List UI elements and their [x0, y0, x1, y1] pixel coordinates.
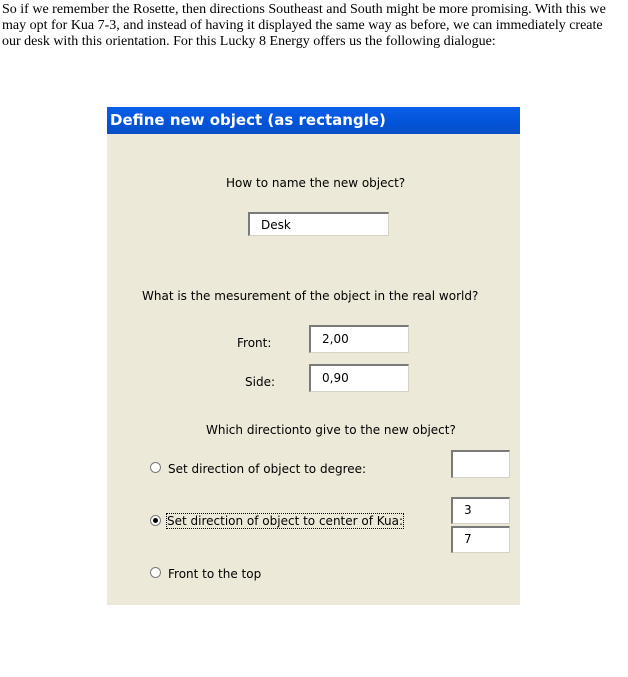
radio-degree[interactable]: [150, 462, 161, 473]
name-question: How to name the new object?: [226, 176, 406, 190]
radio-kua[interactable]: [150, 515, 161, 526]
side-label: Side:: [245, 375, 275, 389]
radio-selected-dot: [153, 518, 158, 523]
dialog-title: Define new object (as rectangle): [107, 107, 520, 134]
kua-input-1[interactable]: 3: [451, 497, 510, 524]
define-object-dialog: [107, 107, 520, 605]
option-kua-label[interactable]: Set direction of object to center of Kua:: [167, 514, 404, 528]
name-input[interactable]: Desk: [248, 212, 389, 236]
intro-paragraph: So if we remember the Rosette, then directions Southeast and South might be more promising. With this we may opt for Kua 7-3, and instead of having it displayed the same way as before, we can immediately create our desk with this orientation. For this Lucky 8 Energy offers us the following dialogue:: [2, 2, 606, 49]
side-input[interactable]: 0,90: [309, 364, 409, 392]
radio-front-top[interactable]: [150, 567, 161, 578]
front-input[interactable]: 2,00: [309, 325, 409, 353]
degree-input[interactable]: [451, 450, 510, 478]
measurement-question: What is the mesurement of the object in the real world?: [142, 289, 479, 303]
option-front-top-label[interactable]: Front to the top: [168, 567, 262, 581]
kua-input-2[interactable]: 7: [451, 526, 510, 553]
option-degree-label[interactable]: Set direction of object to degree:: [168, 462, 367, 476]
direction-question: Which directionto give to the new object?: [206, 423, 456, 437]
front-label: Front:: [237, 336, 272, 350]
